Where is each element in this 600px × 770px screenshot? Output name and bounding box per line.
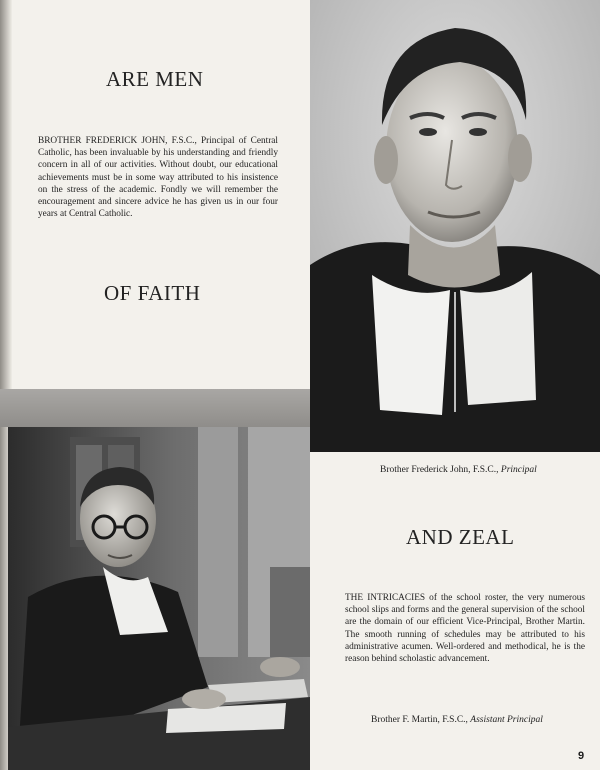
page-number: 9: [578, 750, 585, 762]
gray-band: [0, 389, 310, 427]
assistant-caption-title: Assistant Principal: [470, 715, 543, 725]
principal-caption: [380, 465, 537, 475]
vice-principal-paragraph: THE INTRICACIES of the school roster, the very numerous school slips and forms and the general supervision of the school are the domain of our efficient Vice-Principal, Brother Martin. The smooth running of schedules may be attributed to his administrative acumen. Well-ordered and methodical, he is the reason behind scholastic advancement.: [345, 593, 585, 665]
heading-of-faith: OF FAITH: [104, 281, 201, 305]
assistant-caption-name: Brother F. Martin, F.S.C.,: [371, 715, 468, 725]
principal-caption-title: Principal: [500, 465, 537, 475]
assistant-principal-photo: [8, 427, 310, 770]
principal-portrait-photo: [310, 0, 600, 452]
heading-and-zeal: AND ZEAL: [406, 525, 515, 549]
principal-caption-name: Brother Frederick John, F.S.C.,: [380, 465, 499, 475]
principal-paragraph: BROTHER FREDERICK JOHN, F.S.C., Principal of Central Catholic, has been invaluable by his understanding and friendly concern in all of our activities. Without doubt, our educational achievements must be in some way attributed to his insistence on the stress of the academic. Fondly we will remember the encouragement and sincere advice he has given us in our four years at Central Catholic.: [38, 136, 278, 220]
heading-are-men: ARE MEN: [106, 67, 204, 91]
assistant-principal-caption: [371, 715, 543, 725]
